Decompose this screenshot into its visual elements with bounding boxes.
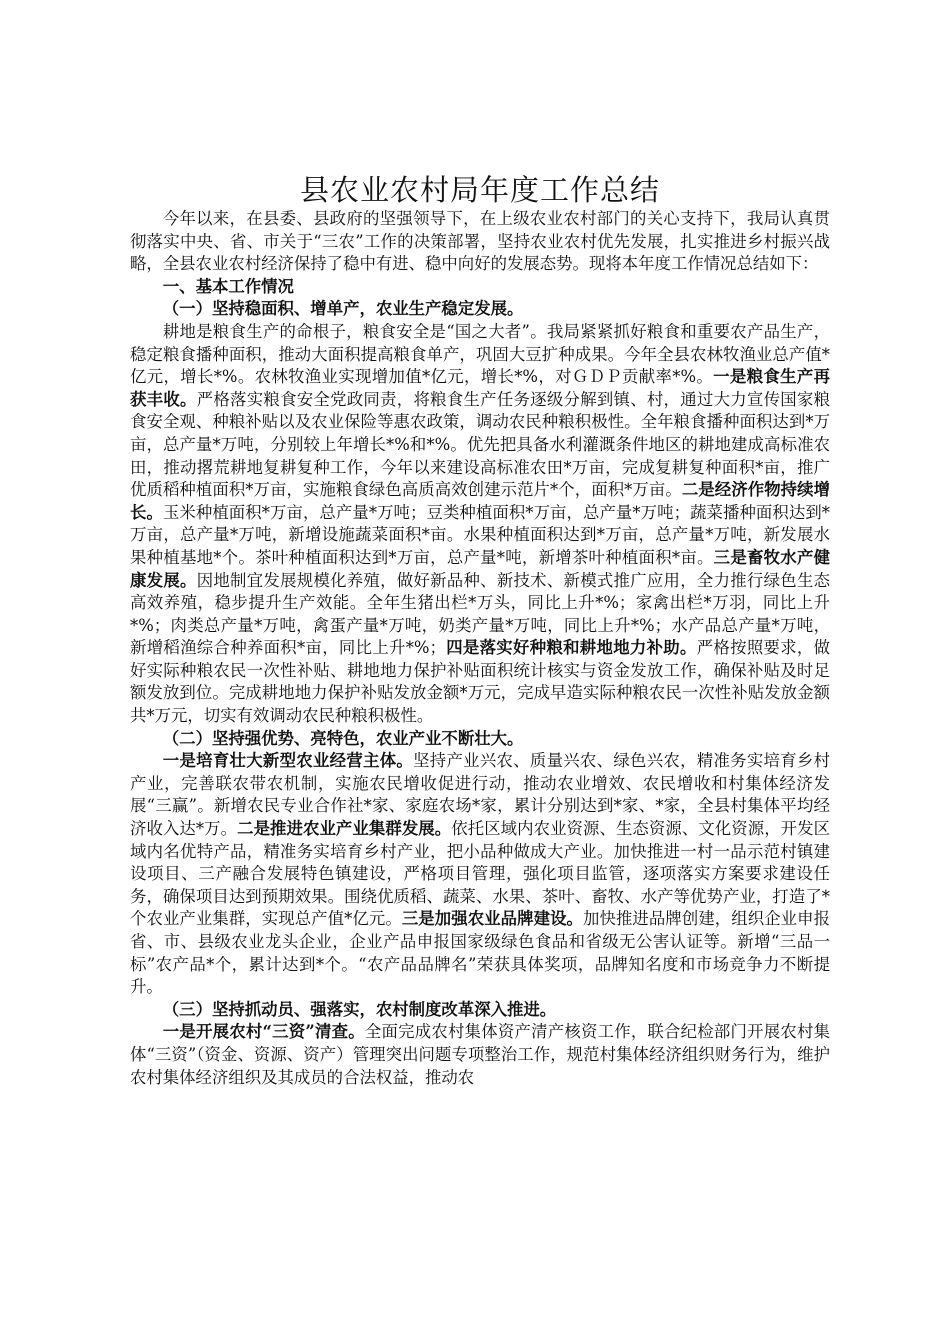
sub1-text-1: 耕地是粮食生产的命根子，粮食安全是“国之大者”。我局紧紧抓好粮食和重要农产品生产，稳定粮食播种面积，推动大面积提高粮食单产，巩固大豆扩种成果。今年全县农林牧渔业总产值*亿元，增长*%。农林牧渔业实现增加值*亿元，增长*%，对ＧＤＰ贡献率*%。: [130, 321, 830, 387]
sub1-point-1: 一是粮食生产再获丰收。: [130, 367, 830, 409]
subsection-3-heading: （三）坚持抓动员、强落实，农村制度改革深入推进。: [162, 999, 557, 1019]
sub2-text-3: 加快推进品牌创建，组织企业申报省、市、县级农业龙头企业，企业产品申报国家级绿色食品和省级无公害认证等。新增“三品一标”农产品*个，累计达到*个。“农产品品牌名”荣获具体奖项，品牌知名度和市场竞争力不断提升。: [130, 909, 831, 997]
sub2-text-1: 坚持产业兴农、质量兴农、绿色兴农，精准务实培育乡村产业，完善联农带农机制，实施农民增收促进行动，推动农业增效、农民增收和村集体经济发展“三赢”。新增农民专业合作社*家、家庭农场*家，累计分别达到*家、*家，全县村集体平均经济收入达*万。: [130, 751, 830, 839]
document-title: 县农业农村局年度工作总结: [299, 173, 660, 207]
sub1-text-3: 玉米种植面积*万亩，总产量*万吨；豆类种植面积*万亩，总产量*万吨；蔬菜播种面积达到*万亩，总产量*万吨，新增设施蔬菜面积*亩。水果种植面积达到*万亩，总产量*万吨，新发展水果种植基地*个。茶叶种植面积达到*万亩，总产量*吨，新增茶叶种植面积*亩。: [130, 502, 830, 567]
sub2-point-2: 二是推进农业产业集群发展。: [237, 819, 452, 839]
subsection-1-paragraph: [130, 321, 830, 728]
sub1-text-4: 因地制宜发展规模化养殖，做好新品种、新技术、新模式推广应用，全力推行绿色生态高效养殖，稳步提升生产效能。全年生猪出栏*万头，同比上升*%；家禽出栏*万羽，同比上升*%；肉类总产量*万吨，禽蛋产量*万吨，奶类产量*万吨，同比上升*%；水产品总产量*万吨，新增稻渔综合种养面积*亩，同比上升*%；: [130, 570, 831, 658]
sub3-text-1: 全面完成农村集体资产清产核资工作，联合纪检部门开展农村集体“三资”（资金、资源、资产）管理突出问题专项整治工作，规范村集体经济组织财务行为，维护农村集体经济组织及其成员的合法权益，推动农: [130, 1022, 831, 1087]
sub1-point-4: 四是落实好种粮和耕地地力补助。: [445, 638, 697, 658]
subsection-2-heading: （二）坚持强优势、亮特色，农业产业不断壮大。: [162, 728, 524, 748]
intro-paragraph: 今年以来，在县委、县政府的坚强领导下，在上级农业农村部门的关心支持下，我局认真贯彻落实中央、省、市关于“三农”工作的决策部署，坚持农业农村优先发展，扎实推进乡村振兴战略，全县农业农村经济保持了稳中有进、稳中向好的发展态势。现将本年度工作情况总结如下：: [130, 209, 830, 274]
sub1-point-3: 三是畜牧水产健康发展。: [130, 547, 831, 590]
subsection-2-paragraph: [130, 750, 830, 999]
subsection-3-paragraph: [130, 1021, 830, 1089]
section-1-heading: 一、基本工作情况: [162, 276, 294, 296]
sub2-point-1: 一是培育壮大新型农业经营主体。: [162, 751, 414, 771]
sub2-point-3: 三是加强农业品牌建设。: [401, 909, 584, 929]
subsection-1-heading: （一）坚持稳面积、增单产，农业生产稳定发展。: [162, 299, 524, 319]
sub1-point-2: 二是经济作物持续增长。: [130, 480, 830, 522]
sub1-text-5: 严格按照要求，做好实际种粮农民一次性补贴、耕地地力保护补贴面积统计核实与资金发放工作，确保补贴及时足额发放到位。完成耕地地力保护补贴发放金额*万元，完成早造实际种粮农民一次性补贴发放金额共*万元，切实有效调动农民种粮积极性。: [130, 638, 831, 726]
sub2-text-2: 依托区域内农业资源、生态资源、文化资源，开发区域内名优特产品，精准务实培育乡村产业，把小品种做成大产业。加快推进一村一品示范村镇建设项目、三产融合发展特色镇建设，严格项目管理，强化项目监管，逐项落实方案要求建设任务，确保项目达到预期效果。围绕优质稻、蔬菜、水果、茶叶、畜牧、水产等优势产业，打造了*个农业产业集群，实现总产值*亿元。: [130, 819, 831, 929]
sub1-text-2: 严格落实粮食安全党政同责，将粮食生产任务逐级分解到镇、村，通过大力宣传国家粮食安全观、种粮补贴以及农业保险等惠农政策，调动农民种粮积极性。全年粮食播种面积达到*万亩，总产量*万吨，分别较上年增长*%和*%。优先把具备水利灌溉条件地区的耕地建成高标准农田，推动撂荒耕地复耕复种工作，今年以来建设高标准农田*万亩，完成复耕复种面积*亩，推广优质稻种植面积*万亩，实施粮食绿色高质高效创建示范片*个，面积*万亩。: [130, 389, 831, 500]
sub3-point-1: 一是开展农村“三资”清查。: [162, 1022, 365, 1042]
